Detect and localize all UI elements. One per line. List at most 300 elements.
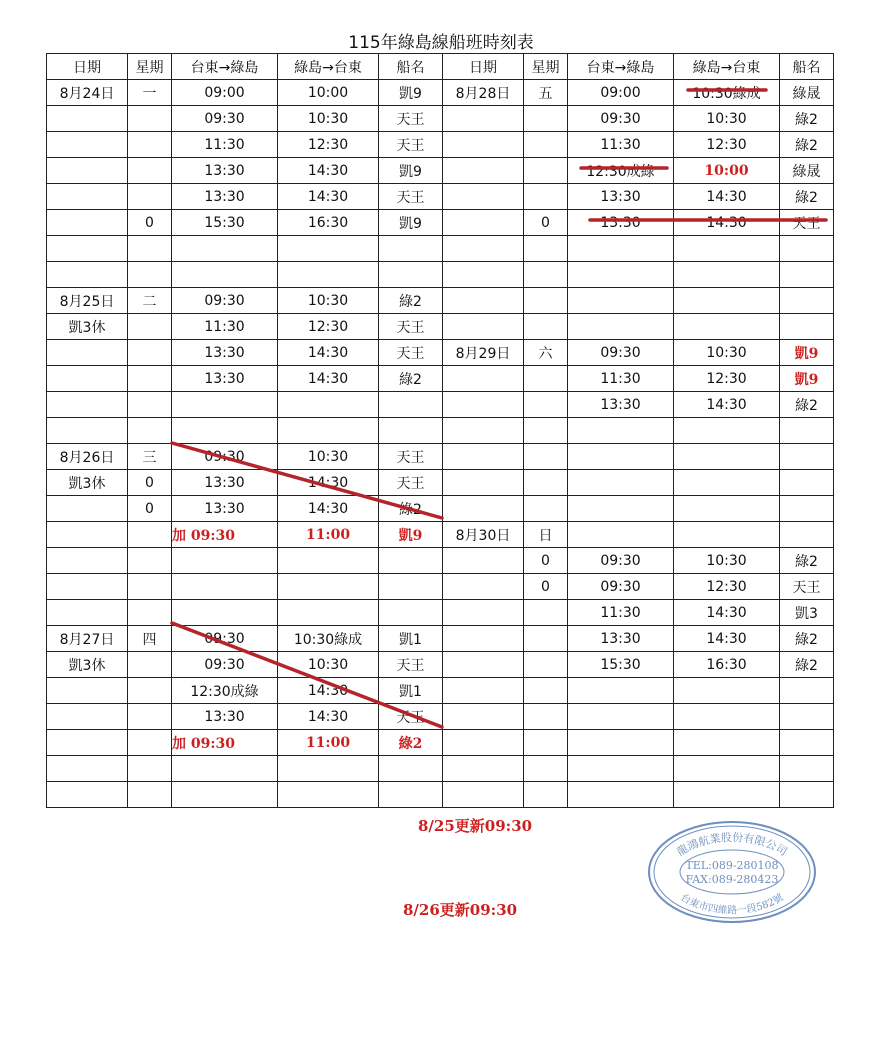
cell-vessel: 天王 (379, 444, 443, 470)
company-stamp (647, 820, 817, 924)
cell-weekday: 0 (128, 210, 172, 236)
cell-taitung-to-greenisland (172, 418, 278, 444)
table-row (47, 496, 834, 522)
cell-taitung-to-greenisland: 13:30 (172, 340, 278, 366)
table-row (47, 782, 834, 808)
cell-greenisland-to-taitung: 10:30 (674, 548, 780, 574)
header-greenisland-to-taitung: 綠島→台東 (278, 54, 379, 80)
cell-taitung-to-greenisland (172, 782, 278, 808)
cell-date: 8月28日 (443, 80, 524, 106)
cell-taitung-to-greenisland: 09:30 (172, 444, 278, 470)
cell-taitung-to-greenisland: 09:30 (172, 626, 278, 652)
cell-weekday (128, 340, 172, 366)
cell-greenisland-to-taitung: 14:30 (278, 470, 379, 496)
cell-date: 8月29日 (443, 340, 524, 366)
cell-greenisland-to-taitung: 14:30 (278, 496, 379, 522)
cell-vessel: 凱9 (379, 158, 443, 184)
cell-taitung-to-greenisland (568, 288, 674, 314)
cell-date (47, 106, 128, 132)
cell-weekday (524, 132, 568, 158)
cell-greenisland-to-taitung: 16:30 (278, 210, 379, 236)
cell-greenisland-to-taitung: 11:00 (278, 730, 379, 756)
cell-greenisland-to-taitung (278, 548, 379, 574)
cell-weekday (128, 756, 172, 782)
cell-vessel (780, 418, 834, 444)
table-header-row (47, 54, 834, 80)
cell-greenisland-to-taitung (278, 756, 379, 782)
cell-taitung-to-greenisland: 13:30 (568, 626, 674, 652)
cell-vessel: 綠2 (780, 392, 834, 418)
cell-greenisland-to-taitung (674, 756, 780, 782)
cell-weekday (524, 756, 568, 782)
cell-taitung-to-greenisland: 09:30 (568, 340, 674, 366)
cell-taitung-to-greenisland (568, 262, 674, 288)
cell-date (443, 652, 524, 678)
cell-taitung-to-greenisland (172, 236, 278, 262)
cell-weekday (128, 704, 172, 730)
cell-vessel (780, 756, 834, 782)
cell-weekday (524, 262, 568, 288)
cell-date (443, 704, 524, 730)
cell-taitung-to-greenisland (568, 678, 674, 704)
cell-greenisland-to-taitung (278, 236, 379, 262)
cell-taitung-to-greenisland: 13:30 (568, 184, 674, 210)
cell-date (47, 678, 128, 704)
cell-weekday (524, 314, 568, 340)
cell-weekday (128, 132, 172, 158)
cell-weekday (128, 600, 172, 626)
cell-greenisland-to-taitung (278, 782, 379, 808)
cell-vessel: 綠晟 (780, 158, 834, 184)
cell-vessel: 綠晟 (780, 80, 834, 106)
header-taitung-to-greenisland: 台東→綠島 (172, 54, 278, 80)
cell-weekday: 日 (524, 522, 568, 548)
cell-vessel: 綠2 (379, 496, 443, 522)
table-row (47, 652, 834, 678)
table-row (47, 106, 834, 132)
cell-taitung-to-greenisland (172, 574, 278, 600)
cell-date: 凱3休 (47, 470, 128, 496)
cell-taitung-to-greenisland (568, 470, 674, 496)
cell-greenisland-to-taitung (674, 444, 780, 470)
cell-weekday (524, 288, 568, 314)
cell-vessel (379, 236, 443, 262)
cell-greenisland-to-taitung: 14:30 (674, 626, 780, 652)
cell-date (443, 418, 524, 444)
cell-greenisland-to-taitung: 10:30 (278, 652, 379, 678)
cell-greenisland-to-taitung: 14:30 (674, 600, 780, 626)
cell-taitung-to-greenisland: 11:30 (568, 132, 674, 158)
cell-greenisland-to-taitung: 14:30 (674, 184, 780, 210)
cell-weekday (128, 678, 172, 704)
cell-date (443, 158, 524, 184)
cell-weekday: 四 (128, 626, 172, 652)
cell-greenisland-to-taitung (674, 704, 780, 730)
cell-greenisland-to-taitung: 12:30 (278, 314, 379, 340)
cell-vessel: 凱9 (379, 522, 443, 548)
cell-vessel (379, 548, 443, 574)
cell-weekday (128, 652, 172, 678)
cell-date: 8月30日 (443, 522, 524, 548)
cell-date (443, 106, 524, 132)
cell-vessel (780, 444, 834, 470)
cell-weekday: 六 (524, 340, 568, 366)
cell-weekday (128, 236, 172, 262)
cell-vessel (379, 262, 443, 288)
schedule-table (46, 53, 834, 808)
cell-taitung-to-greenisland: 09:30 (172, 652, 278, 678)
cell-greenisland-to-taitung: 14:30 (278, 678, 379, 704)
cell-taitung-to-greenisland (568, 522, 674, 548)
cell-greenisland-to-taitung: 10:30 (278, 106, 379, 132)
table-row (47, 288, 834, 314)
table-row (47, 704, 834, 730)
cell-date (443, 756, 524, 782)
cell-date: 凱3休 (47, 314, 128, 340)
cell-weekday (524, 418, 568, 444)
cell-greenisland-to-taitung: 12:30 (278, 132, 379, 158)
cell-greenisland-to-taitung (674, 730, 780, 756)
cell-weekday (128, 106, 172, 132)
cell-greenisland-to-taitung: 10:00 (278, 80, 379, 106)
cell-date: 8月24日 (47, 80, 128, 106)
cell-date (443, 730, 524, 756)
cell-taitung-to-greenisland: 09:30 (568, 106, 674, 132)
cell-vessel (379, 756, 443, 782)
cell-taitung-to-greenisland: 13:30 (172, 184, 278, 210)
cell-greenisland-to-taitung: 11:00 (278, 522, 379, 548)
cell-taitung-to-greenisland (568, 496, 674, 522)
cell-taitung-to-greenisland (568, 314, 674, 340)
cell-greenisland-to-taitung: 14:30 (278, 704, 379, 730)
cell-greenisland-to-taitung (278, 418, 379, 444)
cell-taitung-to-greenisland: 09:30 (172, 106, 278, 132)
cell-date (47, 600, 128, 626)
cell-vessel (780, 782, 834, 808)
cell-date (47, 210, 128, 236)
cell-greenisland-to-taitung (278, 392, 379, 418)
cell-greenisland-to-taitung: 14:30 (278, 340, 379, 366)
cell-weekday (128, 574, 172, 600)
cell-taitung-to-greenisland: 11:30 (568, 366, 674, 392)
cell-weekday (128, 730, 172, 756)
cell-weekday: 0 (524, 210, 568, 236)
update-note: 8/26更新09:30 (403, 901, 518, 919)
cell-date (47, 782, 128, 808)
table-row (47, 340, 834, 366)
cell-greenisland-to-taitung: 10:00 (674, 158, 780, 184)
cell-greenisland-to-taitung: 14:30 (278, 366, 379, 392)
cell-vessel: 天王 (379, 652, 443, 678)
cell-weekday: 五 (524, 80, 568, 106)
cell-vessel (780, 730, 834, 756)
cell-greenisland-to-taitung: 14:30 (278, 184, 379, 210)
cell-greenisland-to-taitung: 12:30 (674, 574, 780, 600)
cell-taitung-to-greenisland (568, 444, 674, 470)
cell-vessel (780, 262, 834, 288)
stamp-company: 龍鴻航業股份有限公司 (674, 831, 790, 859)
cell-date (443, 314, 524, 340)
cell-weekday (524, 184, 568, 210)
cell-vessel: 凱9 (379, 210, 443, 236)
cell-vessel (780, 496, 834, 522)
cell-greenisland-to-taitung (674, 678, 780, 704)
cell-taitung-to-greenisland (172, 392, 278, 418)
cell-vessel: 天王 (379, 106, 443, 132)
cell-greenisland-to-taitung (674, 314, 780, 340)
cell-greenisland-to-taitung: 10:30綠成 (278, 626, 379, 652)
svg-text:龍鴻航業股份有限公司 (674, 831, 789, 859)
cell-taitung-to-greenisland: 09:30 (568, 548, 674, 574)
cell-vessel: 凱1 (379, 626, 443, 652)
cell-vessel: 綠2 (379, 730, 443, 756)
cell-date: 8月27日 (47, 626, 128, 652)
cell-taitung-to-greenisland (568, 782, 674, 808)
header-vessel: 船名 (780, 54, 834, 80)
cell-greenisland-to-taitung: 10:30 (674, 106, 780, 132)
cell-weekday (524, 158, 568, 184)
header-greenisland-to-taitung: 綠島→台東 (674, 54, 780, 80)
cell-greenisland-to-taitung: 14:30 (278, 158, 379, 184)
table-row (47, 678, 834, 704)
cell-weekday (128, 418, 172, 444)
table-row (47, 80, 834, 106)
table-row (47, 756, 834, 782)
cell-taitung-to-greenisland: 13:30 (172, 470, 278, 496)
cell-greenisland-to-taitung (674, 418, 780, 444)
cell-weekday (524, 600, 568, 626)
table-row (47, 314, 834, 340)
cell-greenisland-to-taitung: 14:30 (674, 210, 780, 236)
cell-weekday: 二 (128, 288, 172, 314)
table-row (47, 262, 834, 288)
cell-date (47, 418, 128, 444)
cell-date: 8月25日 (47, 288, 128, 314)
header-taitung-to-greenisland: 台東→綠島 (568, 54, 674, 80)
cell-date (47, 184, 128, 210)
cell-greenisland-to-taitung: 10:30 (278, 288, 379, 314)
cell-date (47, 756, 128, 782)
stamp-address: 台東市四維路一段582號 (678, 892, 786, 917)
cell-weekday (128, 548, 172, 574)
cell-vessel: 天王 (379, 184, 443, 210)
cell-weekday (524, 730, 568, 756)
cell-greenisland-to-taitung: 14:30 (674, 392, 780, 418)
cell-weekday (524, 470, 568, 496)
table-row (47, 522, 834, 548)
header-weekday: 星期 (524, 54, 568, 80)
cell-taitung-to-greenisland: 09:30 (568, 574, 674, 600)
cell-vessel (780, 236, 834, 262)
cell-weekday (524, 366, 568, 392)
cell-weekday (524, 236, 568, 262)
table-row (47, 444, 834, 470)
cell-weekday (524, 106, 568, 132)
table-row (47, 600, 834, 626)
header-date: 日期 (443, 54, 524, 80)
cell-taitung-to-greenisland: 加 09:30 (172, 730, 278, 756)
cell-vessel: 天王 (379, 704, 443, 730)
table-row (47, 132, 834, 158)
cell-vessel (379, 600, 443, 626)
cell-weekday (128, 392, 172, 418)
cell-date (443, 184, 524, 210)
cell-taitung-to-greenisland (568, 704, 674, 730)
cell-date (47, 704, 128, 730)
cell-greenisland-to-taitung (278, 600, 379, 626)
cell-taitung-to-greenisland (568, 418, 674, 444)
cell-weekday (128, 158, 172, 184)
cell-date (47, 392, 128, 418)
cell-date (443, 262, 524, 288)
cell-vessel: 天王 (780, 210, 834, 236)
cell-date (47, 340, 128, 366)
cell-greenisland-to-taitung (674, 470, 780, 496)
cell-taitung-to-greenisland: 09:30 (172, 288, 278, 314)
cell-date (47, 262, 128, 288)
cell-taitung-to-greenisland (172, 756, 278, 782)
cell-taitung-to-greenisland (172, 262, 278, 288)
cell-greenisland-to-taitung: 12:30 (674, 366, 780, 392)
cell-weekday (524, 444, 568, 470)
header-weekday: 星期 (128, 54, 172, 80)
cell-taitung-to-greenisland: 12:30成綠 (568, 158, 674, 184)
cell-taitung-to-greenisland: 13:30 (568, 392, 674, 418)
cell-vessel (780, 678, 834, 704)
cell-vessel: 凱9 (780, 366, 834, 392)
cell-date (443, 470, 524, 496)
cell-vessel: 綠2 (780, 132, 834, 158)
page-title: 115年綠島線船班時刻表 (348, 33, 534, 53)
cell-taitung-to-greenisland (568, 756, 674, 782)
header-vessel: 船名 (379, 54, 443, 80)
cell-vessel: 天王 (780, 574, 834, 600)
cell-vessel: 凱9 (780, 340, 834, 366)
cell-vessel (379, 392, 443, 418)
cell-greenisland-to-taitung (674, 288, 780, 314)
cell-weekday (128, 522, 172, 548)
cell-date (443, 444, 524, 470)
cell-vessel: 凱1 (379, 678, 443, 704)
cell-date (443, 496, 524, 522)
header-date: 日期 (47, 54, 128, 80)
cell-vessel: 天王 (379, 132, 443, 158)
cell-weekday: 三 (128, 444, 172, 470)
stamp-fax: FAX:089-280423 (685, 873, 779, 886)
cell-vessel: 綠2 (780, 184, 834, 210)
table-row (47, 626, 834, 652)
cell-weekday: 一 (128, 80, 172, 106)
table-row (47, 236, 834, 262)
cell-date (443, 210, 524, 236)
table-row (47, 158, 834, 184)
cell-date (443, 574, 524, 600)
cell-vessel (780, 288, 834, 314)
cell-vessel: 綠2 (780, 652, 834, 678)
cell-greenisland-to-taitung (674, 522, 780, 548)
cell-vessel (780, 470, 834, 496)
cell-vessel: 綠2 (780, 548, 834, 574)
cell-vessel (780, 522, 834, 548)
cell-date (443, 392, 524, 418)
cell-vessel (379, 574, 443, 600)
cell-taitung-to-greenisland: 11:30 (568, 600, 674, 626)
table-row (47, 470, 834, 496)
cell-vessel: 天王 (379, 470, 443, 496)
cell-taitung-to-greenisland: 09:00 (172, 80, 278, 106)
cell-taitung-to-greenisland: 13:30 (172, 496, 278, 522)
cell-date (443, 782, 524, 808)
cell-weekday (524, 704, 568, 730)
cell-vessel: 天王 (379, 340, 443, 366)
cell-date (443, 366, 524, 392)
cell-date (443, 288, 524, 314)
cell-weekday: 0 (128, 496, 172, 522)
cell-vessel (780, 704, 834, 730)
cell-vessel: 凱9 (379, 80, 443, 106)
cell-vessel (379, 418, 443, 444)
table-row (47, 392, 834, 418)
cell-weekday (524, 678, 568, 704)
cell-vessel (780, 314, 834, 340)
table-row (47, 210, 834, 236)
cell-weekday (128, 184, 172, 210)
cell-date (47, 158, 128, 184)
cell-vessel (379, 782, 443, 808)
cell-greenisland-to-taitung: 12:30 (674, 132, 780, 158)
cell-weekday: 0 (524, 548, 568, 574)
cell-weekday (128, 262, 172, 288)
cell-weekday (524, 496, 568, 522)
table-row (47, 548, 834, 574)
cell-taitung-to-greenisland: 加 09:30 (172, 522, 278, 548)
cell-taitung-to-greenisland: 13:30 (172, 366, 278, 392)
stamp-tel: TEL:089-280108 (685, 859, 779, 872)
cell-taitung-to-greenisland: 15:30 (172, 210, 278, 236)
cell-taitung-to-greenisland: 13:30 (568, 210, 674, 236)
cell-weekday: 0 (524, 574, 568, 600)
cell-greenisland-to-taitung (278, 574, 379, 600)
update-note: 8/25更新09:30 (418, 817, 533, 835)
cell-date (47, 522, 128, 548)
cell-greenisland-to-taitung (674, 262, 780, 288)
cell-taitung-to-greenisland (568, 730, 674, 756)
cell-greenisland-to-taitung (278, 262, 379, 288)
table-row (47, 418, 834, 444)
cell-date: 凱3休 (47, 652, 128, 678)
cell-date: 8月26日 (47, 444, 128, 470)
cell-date (443, 626, 524, 652)
cell-vessel: 綠2 (379, 288, 443, 314)
cell-weekday: 0 (128, 470, 172, 496)
cell-taitung-to-greenisland: 13:30 (172, 704, 278, 730)
cell-weekday (524, 392, 568, 418)
cell-greenisland-to-taitung (674, 236, 780, 262)
cell-greenisland-to-taitung: 16:30 (674, 652, 780, 678)
cell-date (443, 678, 524, 704)
table-row (47, 730, 834, 756)
cell-weekday (524, 652, 568, 678)
cell-vessel: 凱3 (780, 600, 834, 626)
cell-date (47, 574, 128, 600)
cell-date (47, 548, 128, 574)
cell-weekday (128, 366, 172, 392)
cell-weekday (524, 782, 568, 808)
cell-date (47, 496, 128, 522)
cell-date (443, 236, 524, 262)
cell-date (443, 548, 524, 574)
cell-vessel: 綠2 (780, 626, 834, 652)
